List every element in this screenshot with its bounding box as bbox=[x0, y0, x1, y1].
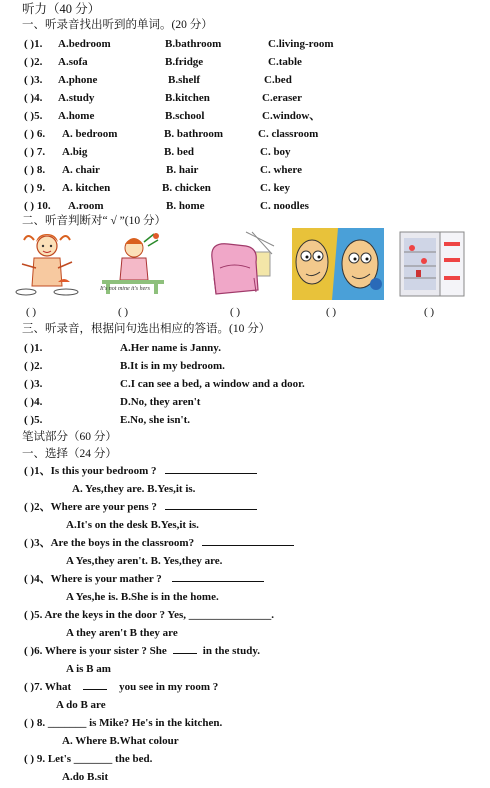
p1-opt-b: B. hair bbox=[166, 164, 199, 176]
p1-num[interactable]: ( ) 10. bbox=[24, 200, 51, 212]
part2-title: 二、听音判断对“ √ ”(10 分） bbox=[22, 215, 166, 227]
choice-question: ( )7. What you see in my room ? bbox=[24, 681, 219, 693]
choice-options: A.It's on the desk B.Yes,it is. bbox=[66, 519, 199, 531]
choice-options: A. Where B.What colour bbox=[62, 735, 179, 747]
p1-opt-c: C.bed bbox=[264, 74, 292, 86]
p1-opt-c: C. where bbox=[260, 164, 302, 176]
answer-blank[interactable] bbox=[83, 680, 107, 690]
p1-num[interactable]: ( )4. bbox=[24, 92, 43, 104]
p3-answer: D.No, they aren't bbox=[120, 396, 201, 408]
answer-blank[interactable] bbox=[173, 644, 197, 654]
p1-num[interactable]: ( ) 7. bbox=[24, 146, 46, 158]
written-header: 笔试部分（60 分） bbox=[22, 431, 117, 443]
p2-bracket-2[interactable]: ( ) bbox=[118, 306, 129, 318]
choice-question: ( ) 9. Let's _______ the bed. bbox=[24, 753, 153, 765]
choice-question: ( )4、Where is your mather ? bbox=[24, 572, 264, 586]
choice-question: ( )2、Where are your pens ? bbox=[24, 500, 257, 514]
p3-num[interactable]: ( )5. bbox=[24, 414, 43, 426]
choice-options: A they aren't B they are bbox=[66, 627, 178, 639]
answer-blank[interactable] bbox=[202, 536, 294, 546]
p1-opt-a: A.bedroom bbox=[58, 38, 111, 50]
p3-num[interactable]: ( )2. bbox=[24, 360, 43, 372]
listening-header: 听力（40 分） bbox=[22, 2, 101, 16]
choice-title: 一、选择（24 分） bbox=[22, 448, 117, 460]
girl-at-desk-picture bbox=[98, 228, 168, 300]
p1-num[interactable]: ( )1. bbox=[24, 38, 43, 50]
choice-options: A Yes,he is. B.She is in the home. bbox=[66, 591, 219, 603]
choice-options: A. Yes,they are. B.Yes,it is. bbox=[72, 483, 196, 495]
p1-opt-c: C. noodles bbox=[260, 200, 309, 212]
p1-num[interactable]: ( ) 8. bbox=[24, 164, 46, 176]
p1-num[interactable]: ( )5. bbox=[24, 110, 43, 122]
part1-title: 一、听录音找出听到的单词。(20 分） bbox=[22, 19, 213, 31]
p1-opt-c: C.living-room bbox=[268, 38, 334, 50]
p1-opt-b: B.kitchen bbox=[165, 92, 210, 104]
choice-question: ( ) 8. _______ is Mike? He's in the kitchen. bbox=[24, 717, 223, 729]
p1-opt-a: A.phone bbox=[58, 74, 98, 86]
girl-eating-picture bbox=[14, 228, 84, 300]
p1-opt-a: A.sofa bbox=[58, 56, 88, 68]
p1-opt-a: A. kitchen bbox=[62, 182, 111, 194]
p3-answer: E.No, she isn't. bbox=[120, 414, 190, 426]
choice-options: A.do B.sit bbox=[62, 771, 109, 783]
choice-question: ( )5. Are the keys in the door ? Yes, _______________. bbox=[24, 609, 275, 621]
choice-options: A Yes,they aren't. B. Yes,they are. bbox=[66, 555, 223, 567]
p1-num[interactable]: ( ) 6. bbox=[24, 128, 46, 140]
choice-question: ( )6. Where is your sister ? She in the study. bbox=[24, 645, 260, 657]
p3-num[interactable]: ( )3. bbox=[24, 378, 43, 390]
p3-answer: B.It is in my bedroom. bbox=[120, 360, 225, 372]
p1-opt-b: B. chicken bbox=[162, 182, 211, 194]
p2-bracket-1[interactable]: ( ) bbox=[26, 306, 37, 318]
choice-question: ( )1、Is this your bedroom ? bbox=[24, 464, 257, 478]
p1-num[interactable]: ( ) 9. bbox=[24, 182, 46, 194]
p1-opt-c: C. classroom bbox=[258, 128, 319, 140]
p1-opt-c: C.eraser bbox=[262, 92, 303, 104]
p2-bracket-4[interactable]: ( ) bbox=[326, 306, 337, 318]
choice-options: A is B am bbox=[66, 663, 111, 675]
p2-bracket-3[interactable]: ( ) bbox=[230, 306, 241, 318]
sofa-picture bbox=[206, 228, 276, 300]
p1-opt-a: A.room bbox=[68, 200, 104, 212]
part3-title: 三、听录音，根据问句选出相应的答语。(10 分） bbox=[22, 323, 271, 335]
fridge-picture bbox=[394, 228, 470, 300]
p1-opt-a: A.study bbox=[58, 92, 95, 104]
answer-blank[interactable] bbox=[165, 500, 257, 510]
p1-opt-b: B.school bbox=[165, 110, 205, 122]
p1-opt-b: B. home bbox=[166, 200, 205, 212]
p1-opt-b: B.bathroom bbox=[165, 38, 222, 50]
p3-answer: A.Her name is Janny. bbox=[120, 342, 221, 354]
p1-opt-a: A. chair bbox=[62, 164, 100, 176]
p2-bracket-5[interactable]: ( ) bbox=[424, 306, 435, 318]
p1-opt-c: C.window、 bbox=[262, 110, 321, 122]
p1-opt-c: C. boy bbox=[260, 146, 291, 158]
p1-opt-b: B. bed bbox=[164, 146, 194, 158]
p3-num[interactable]: ( )4. bbox=[24, 396, 43, 408]
p1-opt-b: B. bathroom bbox=[164, 128, 224, 140]
p3-answer: C.I can see a bed, a window and a door. bbox=[120, 378, 305, 390]
choice-options: A do B are bbox=[56, 699, 106, 711]
p1-opt-a: A.big bbox=[62, 146, 88, 158]
p1-opt-c: C. key bbox=[260, 182, 290, 194]
p1-num[interactable]: ( )3. bbox=[24, 74, 43, 86]
p1-opt-b: B.fridge bbox=[165, 56, 204, 68]
answer-blank[interactable] bbox=[165, 464, 257, 474]
p1-num[interactable]: ( )2. bbox=[24, 56, 43, 68]
p1-opt-a: A. bedroom bbox=[62, 128, 118, 140]
answer-blank[interactable] bbox=[172, 572, 264, 582]
p1-opt-b: B.shelf bbox=[168, 74, 201, 86]
p1-opt-a: A.home bbox=[58, 110, 95, 122]
p1-opt-c: C.table bbox=[268, 56, 302, 68]
picture-caption: It's not mine it's hers bbox=[100, 286, 150, 292]
cartoon-faces-picture bbox=[292, 228, 384, 300]
choice-question: ( )3、Are the boys in the classroom? bbox=[24, 536, 294, 550]
p3-num[interactable]: ( )1. bbox=[24, 342, 43, 354]
